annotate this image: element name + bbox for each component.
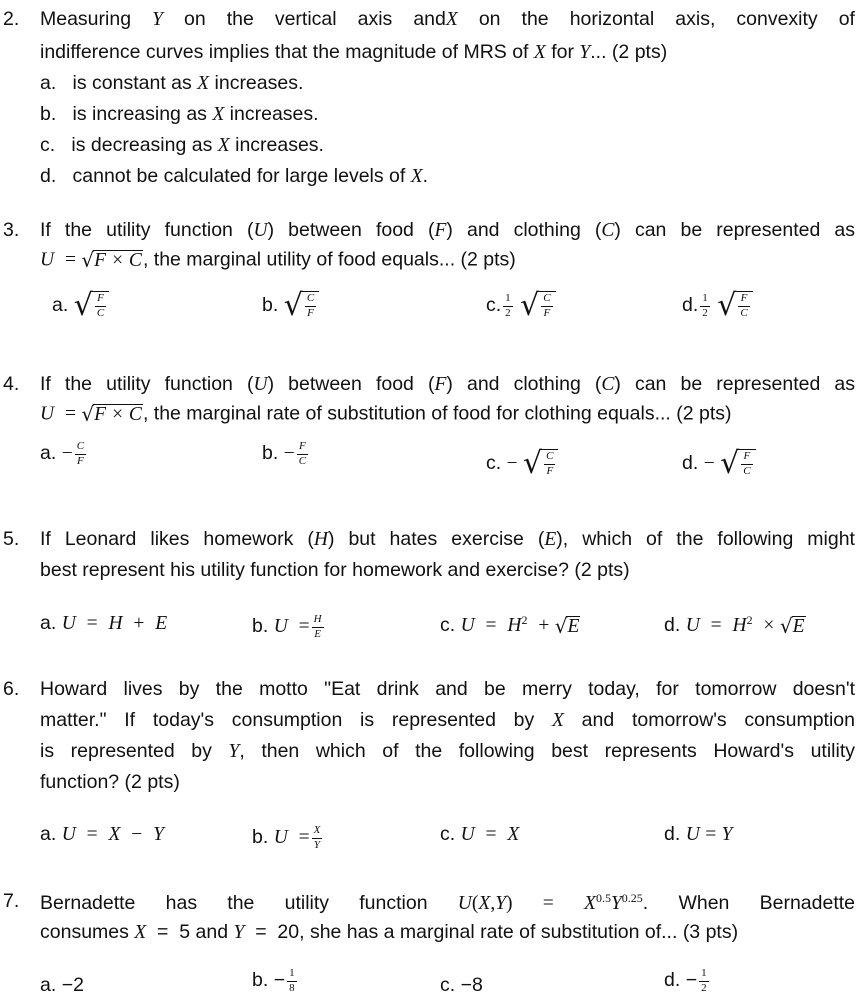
math-x: X bbox=[533, 42, 546, 63]
math-sup: 0.25 bbox=[621, 891, 643, 905]
option-letter: a. bbox=[40, 72, 57, 94]
option-letter: a. bbox=[40, 974, 57, 996]
option-c[interactable] bbox=[486, 288, 556, 323]
math-fxc: F × C bbox=[94, 404, 142, 425]
math-c: C bbox=[601, 220, 615, 241]
math-f: F bbox=[434, 374, 447, 395]
option-c[interactable] bbox=[440, 614, 580, 636]
math-y: Y bbox=[233, 922, 245, 943]
math-y: Y bbox=[610, 893, 622, 914]
math-minus: − bbox=[283, 443, 295, 465]
math-e: E bbox=[544, 529, 557, 550]
math-u: U bbox=[460, 824, 475, 845]
math-fxc: F × C bbox=[94, 250, 142, 271]
option-d[interactable] bbox=[664, 825, 732, 845]
math-x: X bbox=[478, 893, 491, 914]
question-text-line-2: consumes X = 5 and Y = 20, she has a marginal rate of substitution of... (3 pts) bbox=[40, 921, 739, 943]
math-minus: − bbox=[703, 453, 715, 475]
frac-num: F bbox=[297, 441, 308, 455]
question-text-line-1: Bernadette has the utility function $U(X,Y) = X^{0.5}Y^{0.25}$. When Bernadette bbox=[40, 891, 856, 914]
option-a[interactable] bbox=[40, 825, 164, 845]
math-times: × bbox=[763, 615, 775, 636]
sqrt-symbol: √ $\frac{F}{C}$ bbox=[717, 291, 752, 321]
math-u: U bbox=[61, 613, 76, 634]
math-eq: = bbox=[298, 827, 310, 849]
option-a[interactable] bbox=[52, 288, 109, 323]
math-eq: = bbox=[298, 616, 310, 638]
option-letter: d. bbox=[664, 823, 681, 845]
math-minus: − bbox=[273, 969, 286, 992]
option-d[interactable]: d. cannot be calculated for large levels of X. bbox=[40, 165, 429, 187]
frac-num: 1 bbox=[503, 293, 513, 307]
math-y: Y bbox=[579, 42, 591, 63]
math-minus: − bbox=[61, 443, 73, 465]
option-a[interactable] bbox=[40, 441, 88, 467]
option-letter: d. bbox=[664, 614, 681, 636]
option-b[interactable] bbox=[252, 825, 324, 851]
math-f: F bbox=[434, 220, 447, 241]
math-e: E bbox=[792, 615, 805, 637]
math-eq: = bbox=[86, 824, 98, 845]
option-letter: c. bbox=[440, 974, 456, 996]
sqrt-symbol: √ $\frac{F}{C}$ bbox=[720, 449, 755, 479]
math-y: Y bbox=[228, 741, 240, 762]
frac-num: C bbox=[75, 441, 86, 455]
frac-num: 1 bbox=[287, 968, 297, 982]
math-u: U bbox=[685, 615, 700, 636]
option-d[interactable] bbox=[664, 614, 806, 636]
math-e: E bbox=[155, 613, 168, 634]
math-e: E bbox=[567, 615, 580, 637]
question-text-line-2: indifference curves implies that the magnitude of MRS of X for Y... (2 pts) bbox=[40, 41, 668, 63]
question-number: 6. bbox=[3, 678, 20, 700]
math-c: C bbox=[601, 374, 615, 395]
frac-den: F bbox=[307, 307, 314, 319]
sqrt-symbol: √ E bbox=[554, 613, 580, 638]
math-eq: = bbox=[64, 249, 76, 271]
math-eq: = bbox=[705, 824, 717, 845]
question-text-line-2: U = √ F × C , the marginal rate of substitution of food for clothing equals... (2 pts) bbox=[40, 402, 732, 426]
option-letter: a. bbox=[40, 442, 57, 465]
sqrt-symbol: √ $\frac{C}{F}$ bbox=[523, 449, 558, 479]
sqrt-symbol: √ $\frac{C}{F}$ bbox=[520, 291, 555, 321]
option-c[interactable] bbox=[486, 446, 558, 481]
frac-den: Y bbox=[313, 838, 321, 851]
question-text-line-1: If the utility function (U) between food (F) and clothing (C) can be represented as bbox=[40, 219, 855, 241]
option-d[interactable] bbox=[682, 446, 756, 481]
math-sup: 0.5 bbox=[595, 891, 611, 905]
math-minus: − bbox=[685, 969, 698, 992]
frac-den: 8 bbox=[289, 981, 295, 994]
math-x: X bbox=[552, 710, 564, 731]
option-letter: c. bbox=[440, 823, 456, 845]
math-u: U bbox=[40, 403, 55, 425]
math-eq: = bbox=[485, 615, 497, 636]
frac-den: C bbox=[298, 454, 307, 467]
math-u: U bbox=[40, 249, 55, 271]
option-c[interactable]: c. is decreasing as X increases. bbox=[40, 134, 324, 156]
math-h: H bbox=[313, 529, 328, 550]
math-x: X bbox=[197, 73, 210, 94]
question-text-line-2: matter." If today's consumption is represented by X and tomorrow's consumption bbox=[40, 709, 855, 731]
frac-den: C bbox=[96, 307, 105, 319]
option-b[interactable] bbox=[262, 288, 319, 323]
frac-den: E bbox=[314, 627, 321, 640]
frac-num: H bbox=[312, 614, 324, 628]
math-h: H bbox=[507, 615, 522, 636]
math-h: H bbox=[108, 613, 123, 634]
math-x: X bbox=[108, 824, 121, 845]
math-eq: = bbox=[86, 613, 98, 634]
question-number: 4. bbox=[3, 373, 20, 395]
sqrt-symbol: √ F × C bbox=[81, 248, 142, 272]
option-letter: d. bbox=[40, 165, 57, 187]
option-d[interactable] bbox=[664, 968, 711, 994]
option-letter: b. bbox=[252, 615, 269, 638]
frac-den: F bbox=[76, 454, 84, 467]
frac-den: F bbox=[543, 307, 551, 319]
question-number: 7. bbox=[3, 890, 20, 912]
math-y: Y bbox=[495, 893, 507, 914]
math-y: Y bbox=[152, 9, 163, 30]
question-text-line-2: best represent his utility function for homework and exercise? (2 pts) bbox=[40, 559, 630, 581]
option-a[interactable]: a. is constant as X increases. bbox=[40, 72, 304, 94]
frac-den: C bbox=[740, 307, 748, 319]
question-text-line-1: Howard lives by the motto "Eat drink and be merry today, for tomorrow doesn't bbox=[40, 678, 855, 700]
math-y: Y bbox=[153, 824, 164, 845]
math-eq: = bbox=[542, 893, 554, 914]
text-span: Measuring bbox=[40, 8, 132, 30]
option-letter: a. bbox=[40, 612, 57, 634]
math-u: U bbox=[61, 824, 76, 845]
frac-num: C bbox=[544, 451, 555, 465]
math-u: U bbox=[273, 827, 288, 849]
question-text-line-2: U = √ F × C , the marginal utility of food equals... (2 pts) bbox=[40, 248, 516, 272]
option-letter: b. bbox=[262, 294, 279, 317]
option-letter: a. bbox=[52, 294, 69, 317]
option-letter: b. bbox=[262, 442, 279, 465]
option-d[interactable] bbox=[682, 288, 753, 323]
frac-num: C bbox=[541, 293, 552, 307]
frac-den: 2 bbox=[701, 981, 707, 994]
frac-num: C bbox=[305, 293, 316, 307]
option-letter: b. bbox=[40, 103, 57, 125]
frac-num: F bbox=[741, 451, 752, 465]
option-a[interactable] bbox=[40, 976, 84, 996]
frac-num: X bbox=[312, 825, 323, 839]
math-x: X bbox=[584, 893, 596, 914]
question-text-line-3: is represented by Y, then which of the following best represents Howard's utility bbox=[40, 740, 855, 762]
frac-num: F bbox=[738, 293, 749, 307]
frac-den: 2 bbox=[702, 306, 708, 319]
frac-num: 1 bbox=[700, 293, 710, 307]
math-x: X bbox=[212, 104, 225, 125]
option-text: −2 bbox=[61, 974, 84, 996]
math-u: U bbox=[685, 824, 700, 845]
option-letter: b. bbox=[252, 826, 269, 849]
math-eq: = bbox=[64, 403, 76, 425]
frac-den: 2 bbox=[505, 306, 511, 319]
sqrt-symbol: √ $\frac{C}{F}$ bbox=[284, 291, 319, 321]
option-letter: d. bbox=[664, 969, 681, 992]
option-text: −8 bbox=[460, 974, 483, 996]
option-letter: b. bbox=[252, 969, 269, 992]
option-a[interactable] bbox=[40, 614, 167, 634]
option-b[interactable] bbox=[252, 968, 299, 994]
frac-num: 1 bbox=[699, 968, 709, 982]
math-x: X bbox=[410, 166, 423, 187]
option-b[interactable] bbox=[252, 614, 326, 640]
frac-den: C bbox=[743, 465, 751, 477]
math-sup: 2 bbox=[746, 613, 753, 627]
question-number: 2. bbox=[3, 8, 20, 30]
math-x: X bbox=[445, 9, 458, 30]
math-h: H bbox=[732, 615, 747, 636]
math-minus: − bbox=[506, 453, 518, 475]
math-plus: + bbox=[133, 613, 145, 634]
frac-den: F bbox=[546, 465, 554, 477]
option-letter: c. bbox=[440, 614, 456, 636]
option-c[interactable] bbox=[440, 825, 519, 845]
option-letter: d. bbox=[682, 294, 699, 317]
math-eq: = bbox=[485, 824, 497, 845]
option-b[interactable] bbox=[262, 441, 310, 467]
question-number: 5. bbox=[3, 528, 20, 550]
math-x: X bbox=[217, 135, 230, 156]
math-x: X bbox=[507, 824, 520, 845]
math-u: U bbox=[457, 893, 472, 914]
frac-num: F bbox=[95, 293, 106, 307]
option-letter: c. bbox=[486, 294, 502, 317]
option-letter: c. bbox=[40, 134, 56, 156]
sqrt-symbol: √ F × C bbox=[81, 402, 142, 426]
math-u: U bbox=[460, 615, 475, 636]
option-b[interactable]: b. is increasing as X increases. bbox=[40, 103, 319, 125]
sqrt-symbol: √ $\frac{F}{C}$ bbox=[74, 291, 109, 321]
option-letter: d. bbox=[682, 452, 699, 475]
option-letter: a. bbox=[40, 823, 57, 845]
question-text-line-1: If the utility function (U) between food (F) and clothing (C) can be represented as bbox=[40, 373, 855, 395]
option-c[interactable] bbox=[440, 976, 483, 996]
question-text-line-1: Measuring Y on the vertical axis andX on the horizontal axis, convexity of bbox=[40, 8, 855, 30]
question-number: 3. bbox=[3, 219, 20, 241]
math-u: U bbox=[273, 616, 288, 638]
option-letter: c. bbox=[486, 452, 502, 475]
question-text-line-4: function? (2 pts) bbox=[40, 771, 180, 793]
sqrt-symbol: √ E bbox=[779, 613, 805, 638]
math-x: X bbox=[134, 922, 147, 943]
question-text-line-1: If Leonard likes homework (H) but hates exercise (E), which of the following might bbox=[40, 528, 855, 550]
math-minus: − bbox=[131, 824, 143, 845]
math-u: U bbox=[253, 220, 268, 241]
math-sup: 2 bbox=[521, 613, 528, 627]
math-y: Y bbox=[721, 824, 733, 845]
math-plus: + bbox=[538, 615, 550, 636]
math-eq: = bbox=[710, 615, 722, 636]
math-u: U bbox=[253, 374, 268, 395]
